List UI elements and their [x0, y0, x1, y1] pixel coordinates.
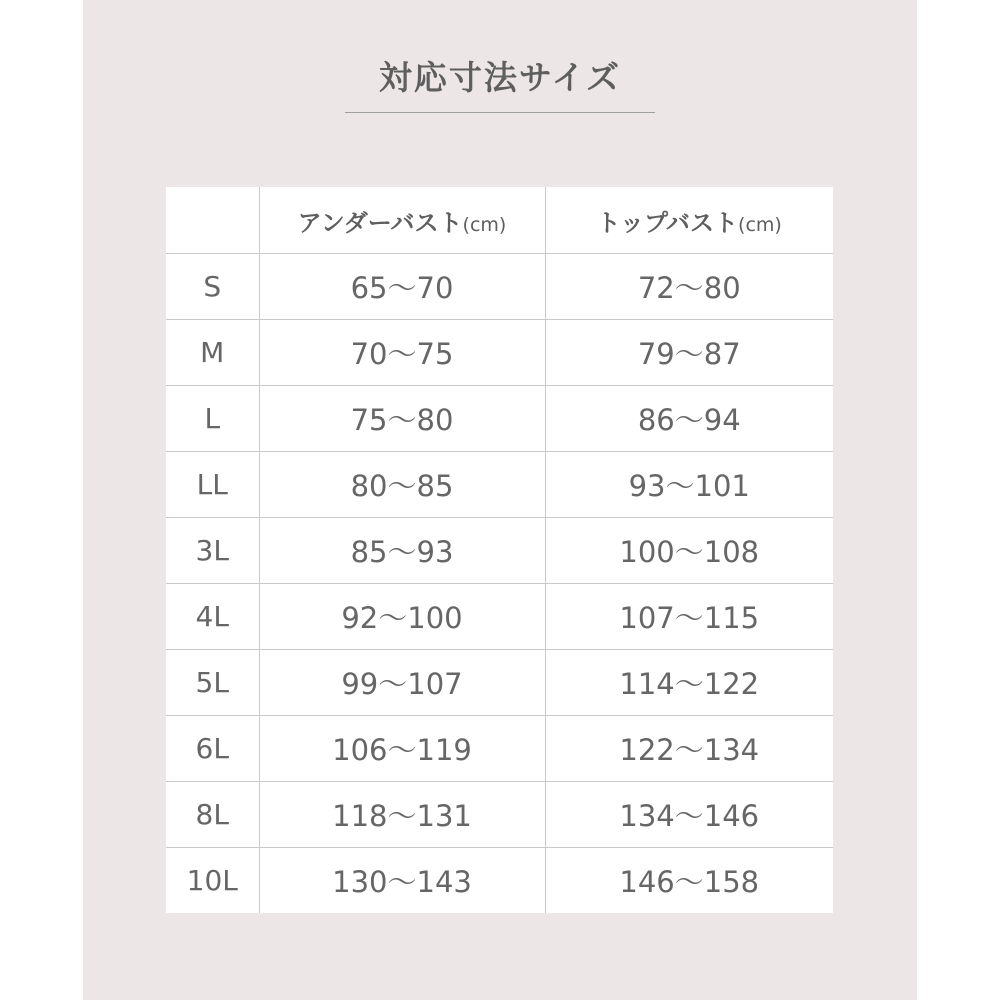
size-cell: S [166, 254, 259, 320]
under-bust-cell: 85〜93 [259, 518, 545, 584]
header-under-bust-unit: (cm) [462, 213, 507, 236]
size-cell: 8L [166, 782, 259, 848]
table-row [166, 584, 833, 650]
under-bust-cell: 92〜100 [259, 584, 545, 650]
table-row [166, 518, 833, 584]
size-cell: 10L [166, 848, 259, 914]
size-cell: 3L [166, 518, 259, 584]
header-under-bust [259, 187, 545, 254]
header-top-bust [545, 187, 833, 254]
header-size [166, 187, 259, 254]
top-bust-cell: 107〜115 [545, 584, 833, 650]
top-bust-cell: 72〜80 [545, 254, 833, 320]
page-title: 対応寸法サイズ [378, 58, 622, 97]
size-cell: 5L [166, 650, 259, 716]
under-bust-cell: 130〜143 [259, 848, 545, 914]
header-under-bust-label: アンダーバスト [297, 208, 463, 237]
size-cell: L [166, 386, 259, 452]
table-row [166, 452, 833, 518]
size-table [166, 187, 833, 913]
table-row [166, 848, 833, 914]
under-bust-cell: 80〜85 [259, 452, 545, 518]
top-bust-cell: 100〜108 [545, 518, 833, 584]
table-row [166, 320, 833, 386]
top-bust-cell: 122〜134 [545, 716, 833, 782]
under-bust-cell: 65〜70 [259, 254, 545, 320]
top-bust-cell: 86〜94 [545, 386, 833, 452]
table-row [166, 716, 833, 782]
under-bust-cell: 118〜131 [259, 782, 545, 848]
top-bust-cell: 93〜101 [545, 452, 833, 518]
under-bust-cell: 70〜75 [259, 320, 545, 386]
size-cell: M [166, 320, 259, 386]
size-cell: 6L [166, 716, 259, 782]
table-row [166, 782, 833, 848]
table-row [166, 650, 833, 716]
table-row [166, 254, 833, 320]
top-bust-cell: 114〜122 [545, 650, 833, 716]
header-top-bust-label: トップバスト [596, 208, 739, 237]
under-bust-cell: 106〜119 [259, 716, 545, 782]
header-top-bust-unit: (cm) [738, 213, 782, 236]
size-chart-panel [83, 0, 917, 1000]
table-row [166, 386, 833, 452]
under-bust-cell: 75〜80 [259, 386, 545, 452]
under-bust-cell: 99〜107 [259, 650, 545, 716]
title-underline [345, 112, 655, 113]
top-bust-cell: 146〜158 [545, 848, 833, 914]
size-cell: LL [166, 452, 259, 518]
top-bust-cell: 134〜146 [545, 782, 833, 848]
table-header-row [166, 187, 833, 254]
top-bust-cell: 79〜87 [545, 320, 833, 386]
size-cell: 4L [166, 584, 259, 650]
